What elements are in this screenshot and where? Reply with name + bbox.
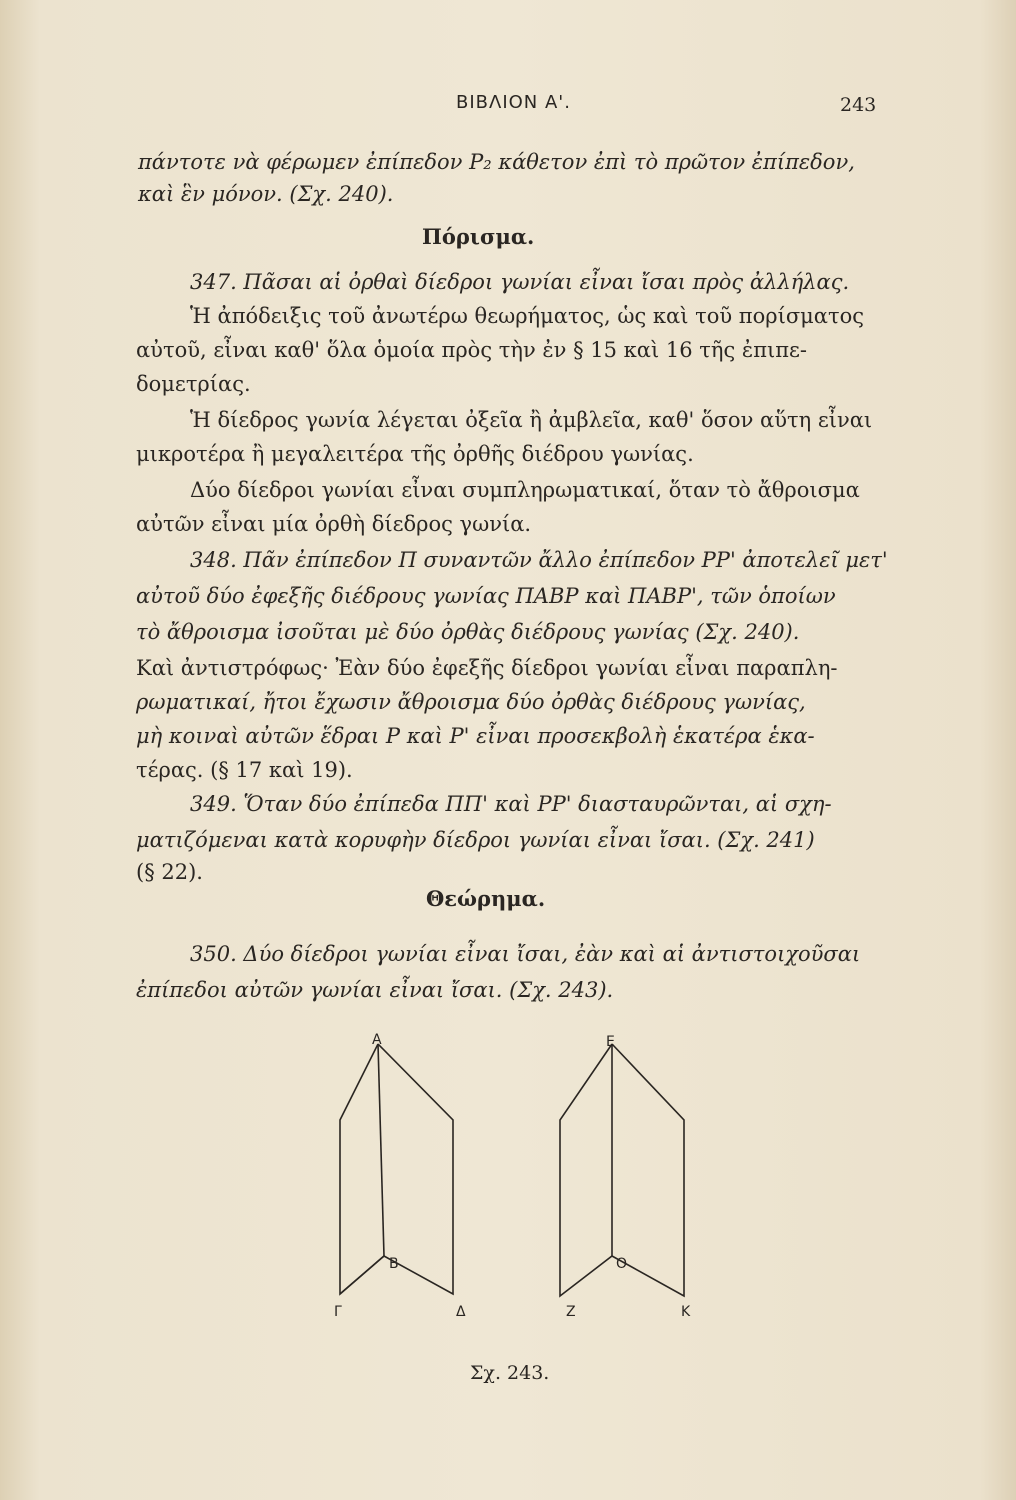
heading-theorema: Θεώρημα. (426, 886, 546, 911)
dihedral-angles-figure (320, 1030, 720, 1330)
text-line: αὐτῶν εἶναι μία ὀρθὴ δίεδρος γωνία. (136, 512, 532, 536)
text-line: 349. Ὅταν δύο ἐπίπεδα ΠΠ' καὶ ΡΡ' διασταυρῶνται, αἱ σχη- (190, 792, 832, 816)
text-line: ρωματικαί, ἤτοι ἔχωσιν ἄθροισμα δύο ὀρθὰς διέδρους γωνίας, (136, 690, 806, 714)
text-line: τὸ ἄθροισμα ἰσοῦται μὲ δύο ὀρθὰς διέδρους γωνίας (Σχ. 240). (136, 620, 800, 644)
text-line: αὐτοῦ δύο ἐφεξῆς διέδρους γωνίας ΠΑΒΡ καὶ ΠΑΒΡ', τῶν ὁποίων (136, 584, 836, 608)
figure-label-d: Δ (456, 1304, 466, 1320)
text-line: καὶ ἓν μόνον. (Σχ. 240). (138, 182, 394, 206)
text-line: μὴ κοιναὶ αὐτῶν ἕδραι Ρ καὶ Ρ' εἶναι προσεκβολὴ ἑκατέρα ἑκα- (136, 724, 815, 748)
text-line: 347. Πᾶσαι αἱ ὀρθαὶ δίεδροι γωνίαι εἶναι ἴσαι πρὸς ἀλλήλας. (190, 270, 850, 294)
figure-left-angle-ray (340, 1256, 384, 1294)
text-line: Ἡ δίεδρος γωνία λέγεται ὀξεῖα ἢ ἀμβλεῖα, καθ' ὅσον αὕτη εἶναι (190, 408, 873, 432)
text-line: ματιζόμεναι κατὰ κορυφὴν δίεδροι γωνίαι εἶναι ἴσαι. (Σχ. 241) (136, 828, 815, 852)
text-line: Δύο δίεδροι γωνίαι εἶναι συμπληρωματικαί, ὅταν τὸ ἄθροισμα (190, 478, 860, 502)
text-line: δομετρίας. (136, 372, 251, 396)
running-head: ΒΙΒΛΙΟΝ Α'. (456, 92, 571, 113)
figure-label-a: Α (372, 1032, 382, 1048)
figure-label-g: Γ (334, 1304, 342, 1320)
figure-label-o: Ο (616, 1256, 628, 1272)
figure-caption: Σχ. 243. (470, 1362, 550, 1384)
text-line: ἐπίπεδοι αὐτῶν γωνίαι εἶναι ἴσαι. (Σχ. 243). (136, 978, 614, 1002)
figure-label-z: Ζ (566, 1304, 576, 1320)
text-line: Ἡ ἀπόδειξις τοῦ ἀνωτέρω θεωρήματος, ὡς καὶ τοῦ πορίσματος (190, 304, 865, 328)
text-line: μικροτέρα ἢ μεγαλειτέρα τῆς ὀρθῆς διέδρου γωνίας. (136, 442, 694, 466)
figure-label-k: Κ (681, 1304, 691, 1320)
text-line: Καὶ ἀντιστρόφως· Ἐὰν δύο ἐφεξῆς δίεδροι γωνίαι εἶναι παραπλη- (136, 656, 838, 680)
text-line: (§ 22). (136, 860, 203, 884)
figure-label-e: Ε (606, 1034, 615, 1050)
heading-porisma: Πόρισμα. (422, 224, 535, 249)
text-line: 348. Πᾶν ἐπίπεδον Π συναντῶν ἄλλο ἐπίπεδον ΡΡ' ἀποτελεῖ μετ' (190, 548, 888, 572)
figure-left-edge (378, 1044, 384, 1256)
text-line: 350. Δύο δίεδροι γωνίαι εἶναι ἴσαι, ἐὰν καὶ αἱ ἀντιστοιχοῦσαι (190, 942, 861, 966)
text-line: πάντοτε νὰ φέρωμεν ἐπίπεδον P₂ κάθετον ἐπὶ τὸ πρῶτον ἐπίπεδον, (138, 150, 855, 174)
page-number: 243 (840, 94, 877, 116)
text-line: τέρας. (§ 17 καὶ 19). (136, 758, 353, 782)
figure-label-b: Β (389, 1256, 399, 1272)
page-header (0, 92, 1016, 122)
text-line: αὐτοῦ, εἶναι καθ' ὅλα ὁμοία πρὸς τὴν ἐν § 15 καὶ 16 τῆς ἐπιπε- (136, 338, 808, 362)
